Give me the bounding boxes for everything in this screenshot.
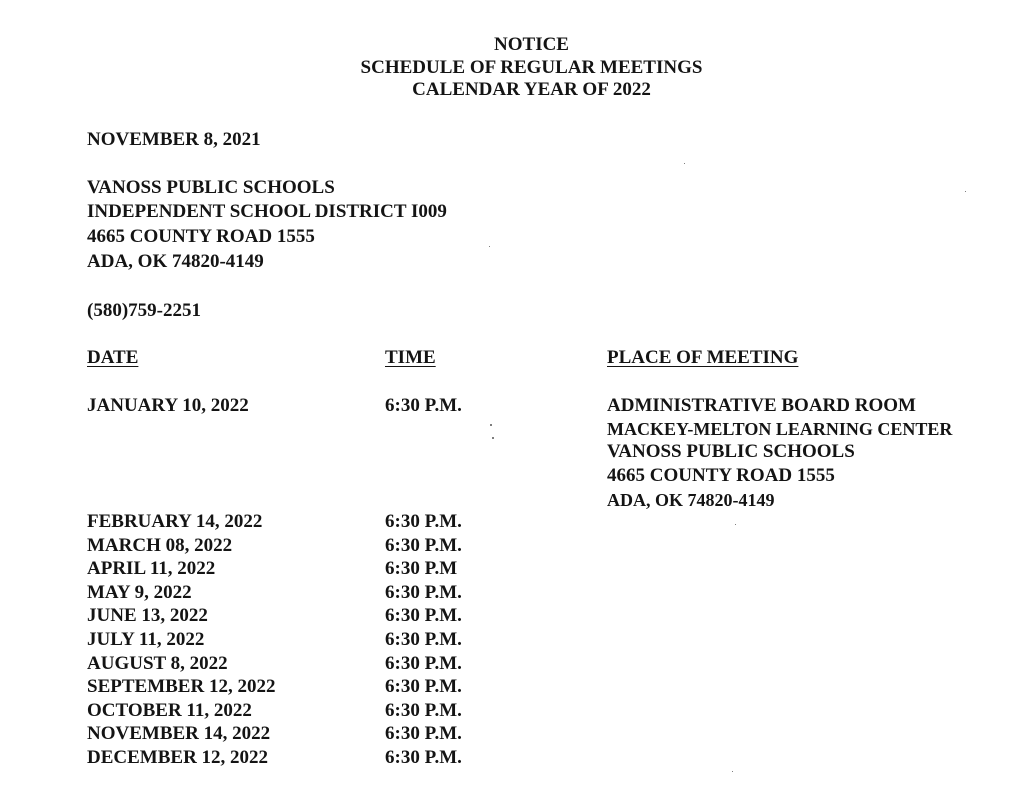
meeting-time: 6:30 P.M. xyxy=(385,629,462,650)
meeting-time: 6:30 P.M. xyxy=(385,605,462,626)
meeting-time: 6:30 P.M. xyxy=(385,653,462,674)
first-meeting-time: 6:30 P.M. xyxy=(385,395,462,416)
meeting-time: 6:30 P.M. xyxy=(385,747,462,768)
notice-date: NOVEMBER 8, 2021 xyxy=(87,129,261,150)
header-notice: NOTICE xyxy=(494,34,569,55)
document-header xyxy=(0,34,1023,102)
meeting-time: 6:30 P.M xyxy=(385,558,458,579)
address-city: ADA, OK 74820-4149 xyxy=(87,251,264,272)
scan-speck xyxy=(684,163,685,164)
date-column-header: DATE xyxy=(87,347,139,368)
place-city: ADA, OK 74820-4149 xyxy=(607,490,775,510)
meeting-date: SEPTEMBER 12, 2022 xyxy=(87,676,276,697)
place-school: VANOSS PUBLIC SCHOOLS xyxy=(607,441,855,462)
header-calendar-year: CALENDAR YEAR OF 2022 xyxy=(412,79,651,100)
scan-speck xyxy=(492,437,494,439)
meeting-date: OCTOBER 11, 2022 xyxy=(87,700,252,721)
meeting-time: 6:30 P.M. xyxy=(385,700,462,721)
meeting-time: 6:30 P.M. xyxy=(385,511,462,532)
meeting-date: AUGUST 8, 2022 xyxy=(87,653,228,674)
scan-speck xyxy=(735,524,736,525)
meeting-time: 6:30 P.M. xyxy=(385,535,462,556)
place-column-header: PLACE OF MEETING xyxy=(607,347,799,368)
phone-number: (580)759-2251 xyxy=(87,300,201,321)
address-district: INDEPENDENT SCHOOL DISTRICT I009 xyxy=(87,201,447,222)
scan-speck xyxy=(490,424,492,426)
meeting-time: 6:30 P.M. xyxy=(385,582,462,603)
address-name: VANOSS PUBLIC SCHOOLS xyxy=(87,177,335,198)
time-column-header: TIME xyxy=(385,347,436,368)
meeting-date: JULY 11, 2022 xyxy=(87,629,205,650)
meeting-date: NOVEMBER 14, 2022 xyxy=(87,723,271,744)
place-center: MACKEY-MELTON LEARNING CENTER xyxy=(607,419,953,439)
meeting-time: 6:30 P.M. xyxy=(385,676,462,697)
scan-speck xyxy=(965,191,966,192)
address-street: 4665 COUNTY ROAD 1555 xyxy=(87,226,315,247)
scan-speck xyxy=(732,771,733,772)
header-schedule-title: SCHEDULE OF REGULAR MEETINGS xyxy=(360,56,703,78)
meeting-date: JUNE 13, 2022 xyxy=(87,605,208,626)
meeting-date: MARCH 08, 2022 xyxy=(87,535,233,556)
meeting-time: 6:30 P.M. xyxy=(385,723,462,744)
place-street: 4665 COUNTY ROAD 1555 xyxy=(607,465,835,486)
meeting-date: APRIL 11, 2022 xyxy=(87,558,216,579)
meeting-date: MAY 9, 2022 xyxy=(87,582,192,603)
place-room: ADMINISTRATIVE BOARD ROOM xyxy=(607,395,916,416)
meeting-date: FEBRUARY 14, 2022 xyxy=(87,511,263,532)
meeting-date: DECEMBER 12, 2022 xyxy=(87,747,269,768)
first-meeting-date: JANUARY 10, 2022 xyxy=(87,395,249,416)
scan-speck xyxy=(489,246,490,247)
